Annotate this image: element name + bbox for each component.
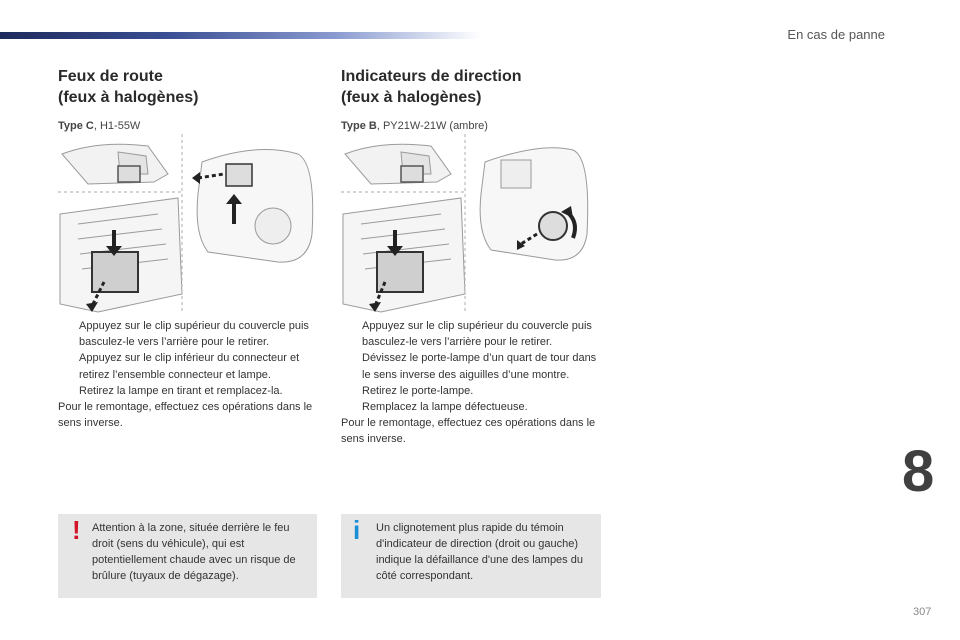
headlamp-illustration-left (58, 134, 320, 314)
left-column (58, 66, 320, 132)
info-box (341, 514, 601, 598)
list-item (58, 318, 320, 350)
right-steps (341, 318, 603, 448)
list-item (58, 383, 320, 399)
checkbox-bullet-icon (341, 399, 362, 415)
step-text: Appuyez sur le clip supérieur du couvercle puis basculez-le vers l’arrière pour le retirer. (362, 320, 592, 349)
list-item (341, 318, 603, 350)
reassembly-note: Pour le remontage, effectuez ces opérations dans le sens inverse. (341, 417, 596, 446)
left-title-line2: (feux à halogènes) (58, 89, 199, 106)
right-column (341, 66, 603, 132)
step-text: Dévissez le porte-lampe d’un quart de tour dans le sens inverse des aiguilles d’une montre. (362, 352, 597, 381)
info-text: Un clignotement plus rapide du témoin d'indicateur de direction (droit ou gauche) indique la défaillance d'une des lampes du côté correspondant. (376, 522, 583, 582)
left-steps (58, 318, 320, 431)
left-title (58, 66, 320, 108)
checkbox-bullet-icon (58, 383, 79, 399)
step-text: Retirez la lampe en tirant et remplacez-la. (79, 384, 283, 397)
step-text: Remplacez la lampe défectueuse. (362, 401, 528, 414)
checkbox-bullet-icon (341, 350, 362, 382)
warning-icon: ! (72, 515, 81, 545)
warning-box (58, 514, 317, 598)
right-type-label: Type B (341, 120, 377, 132)
left-type (58, 120, 320, 132)
headlamp-illustration-right (341, 134, 603, 314)
right-title (341, 66, 603, 108)
left-type-value: , H1-55W (93, 120, 141, 132)
left-title-line1: Feux de route (58, 68, 163, 85)
step-text: Appuyez sur le clip supérieur du couvercle puis basculez-le vers l’arrière pour le retirer. (79, 320, 309, 349)
info-icon: i (353, 515, 361, 545)
left-type-label: Type C (58, 120, 94, 132)
chapter-number: 8 (902, 439, 935, 504)
list-item (341, 350, 603, 382)
checkbox-bullet-icon (341, 318, 362, 350)
right-title-line2: (feux à halogènes) (341, 89, 482, 106)
step-text: Appuyez sur le clip inférieur du connecteur et retirez l’ensemble connecteur et lampe. (79, 352, 300, 381)
reassembly-note: Pour le remontage, effectuez ces opérations dans le sens inverse. (58, 401, 313, 430)
list-item (341, 383, 603, 399)
checkbox-bullet-icon (58, 350, 79, 382)
right-title-line1: Indicateurs de direction (341, 68, 522, 85)
list-item (341, 399, 603, 415)
warning-text: Attention à la zone, située derrière le feu droit (sens du véhicule), qui est potentiellement chaude avec un risque de brûlure (tuyaux de dégazage). (92, 522, 296, 582)
list-item (58, 350, 320, 382)
checkbox-bullet-icon (58, 318, 79, 350)
right-type-value: , PY21W-21W (ambre) (376, 120, 488, 132)
step-text: Retirez le porte-lampe. (362, 384, 474, 397)
header-gradient-bar (0, 32, 480, 39)
right-type (341, 120, 603, 132)
section-title: En cas de panne (787, 27, 885, 42)
page-number: 307 (913, 606, 932, 618)
checkbox-bullet-icon (341, 383, 362, 399)
